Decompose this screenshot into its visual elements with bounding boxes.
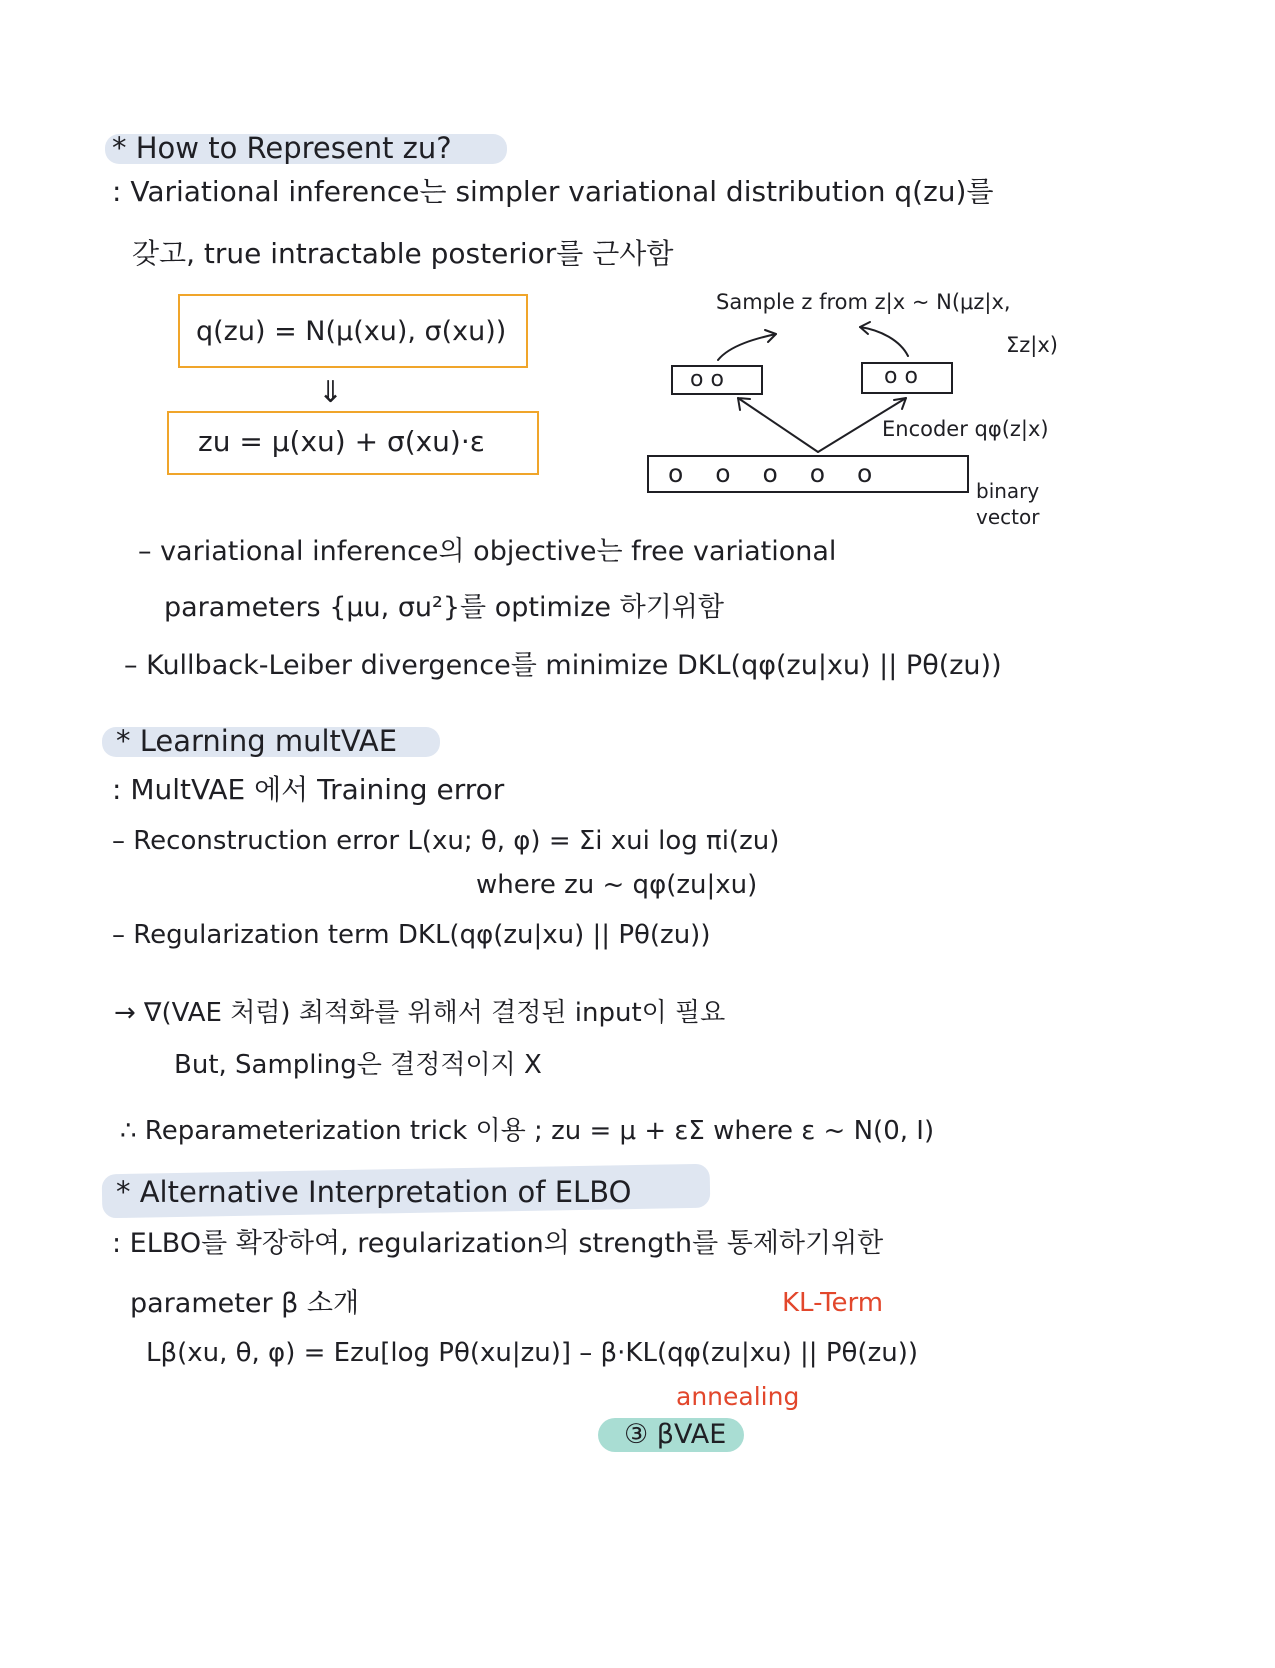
- vector-label: vector: [976, 505, 1040, 529]
- input-nodes: o o o o o: [668, 459, 885, 488]
- latent-nodes: o o: [690, 367, 724, 392]
- section-heading-learning: * Learning multVAE: [116, 724, 398, 758]
- down-arrow-icon: ⇓: [318, 375, 344, 410]
- formula-reparam: zu = μ(xu) + σ(xu)·ε: [198, 425, 485, 458]
- bullet-kl: – Kullback-Leiber divergence를 minimize DKL(qφ(zu|xu) || Pθ(zu)): [124, 650, 1002, 681]
- note-sampling: But, Sampling은 결정적이지 X: [174, 1050, 542, 1080]
- encoder-arrow-left: [738, 398, 818, 452]
- reconstruction-where: where zu ~ qφ(zu|xu): [476, 870, 758, 900]
- regularization-term: – Regularization term DKL(qφ(zu|xu) || Pθ(zu)): [112, 920, 711, 950]
- beta-vae-tag: ③ βVAE: [624, 1419, 727, 1450]
- binary-label: binary: [976, 479, 1040, 503]
- text-line: parameter β 소개: [130, 1288, 360, 1319]
- annealing-label: annealing: [676, 1382, 800, 1411]
- text-line: : Variational inference는 simpler variational distribution q(zu)를: [112, 175, 994, 208]
- section-heading-represent: * How to Represent zu?: [112, 131, 452, 165]
- sample-arrow-left: [718, 334, 776, 360]
- text-line: : ELBO를 확장하여, regularization의 strength를 통제하기위한: [112, 1228, 884, 1259]
- text-line: : MultVAE 에서 Training error: [112, 773, 505, 806]
- sample-label: Σz|x): [1006, 333, 1058, 357]
- reconstruction-error: – Reconstruction error L(xu; θ, φ) = Σi xui log πi(zu): [112, 826, 780, 856]
- section-heading-elbo: * Alternative Interpretation of ELBO: [116, 1175, 632, 1209]
- kl-term-label: KL-Term: [782, 1288, 884, 1318]
- sample-arrow-right: [860, 327, 908, 356]
- bullet-objective: – variational inference의 objective는 free variational: [138, 536, 837, 567]
- beta-elbo-formula: Lβ(xu, θ, φ) = Ezu[log Pθ(xu|zu)] – β·KL(qφ(zu|xu) || Pθ(zu)): [146, 1338, 918, 1368]
- formula-distribution: q(zu) = N(μ(xu), σ(xu)): [196, 316, 507, 347]
- text-line: 갖고, true intractable posterior를 근사함: [132, 237, 674, 270]
- note-reparam-trick: ∴ Reparameterization trick 이용 ; zu = μ + εΣ where ε ~ N(0, I): [120, 1116, 935, 1146]
- latent-nodes: o o: [884, 364, 918, 389]
- note-optimization: → ∇(VAE 처럼) 최적화를 위해서 결정된 input이 필요: [114, 998, 726, 1028]
- encoder-label: Encoder qφ(z|x): [882, 417, 1049, 441]
- bullet-objective-cont: parameters {μu, σu²}를 optimize 하기위함: [164, 592, 724, 623]
- sample-label: Sample z from z|x ~ N(μz|x,: [716, 290, 1011, 314]
